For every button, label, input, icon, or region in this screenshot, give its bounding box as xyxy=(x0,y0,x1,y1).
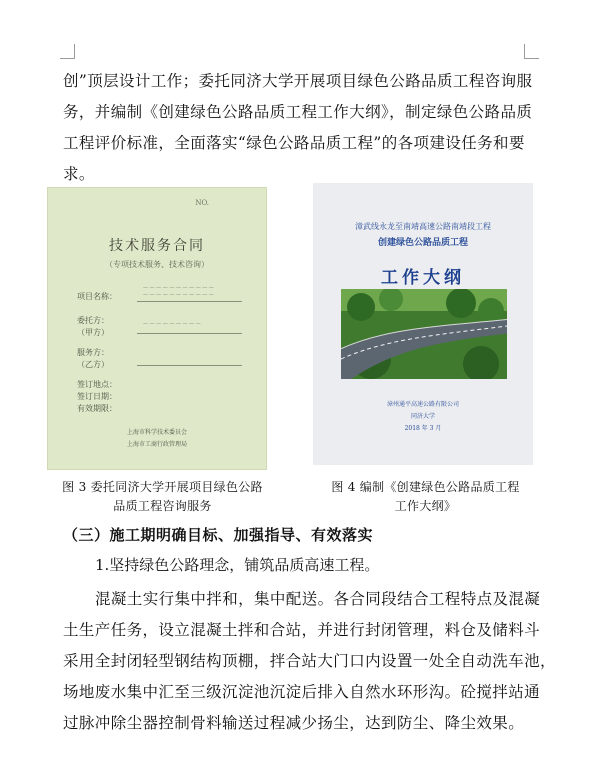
contract-row-valid: 有效期限： xyxy=(77,404,117,413)
contract-subtitle: （专项技术服务、技术咨询） xyxy=(105,260,209,269)
contract-issuer-1: 上海市科学技术委员会 xyxy=(126,429,187,436)
margin-corner-top-right xyxy=(524,44,539,59)
contract-row-place: 签订地点： xyxy=(77,380,117,389)
contract-row-client-role: （甲方） xyxy=(77,328,109,337)
contract-code: NO. xyxy=(195,199,209,207)
outline-project-name: 漳武线永龙至南靖高速公路南靖段工程 xyxy=(355,222,491,231)
contract-row-client: 委托方： xyxy=(77,316,109,325)
paragraph-line: 过脉冲除尘器控制骨料输送过程减少扬尘，达到防尘、降尘效果。 xyxy=(63,714,525,732)
paragraph-line: 土生产任务，设立混凝土拌和合站，并进行封闭管理，料仓及储料斗 xyxy=(63,621,541,639)
contract-project-scribble: — — — — — — — — — — — — — — — — — — — — — — xyxy=(143,285,214,298)
contract-row-date: 签订日期： xyxy=(77,392,117,401)
paragraph-line: 务，并编制《创建绿色公路品质工程工作大纲》，制定绿色公路品质 xyxy=(63,103,533,121)
paragraph-line: 求。 xyxy=(63,165,95,183)
contract-title: 技术服务合同 xyxy=(109,238,205,254)
paragraph-line: 场地废水集中汇至三级沉淀池沉淀后排入自然水环形沟。砼搅拌站通 xyxy=(63,683,541,701)
paragraph-line: 创”顶层设计工作；委托同济大学开展项目绿色公路品质工程咨询服 xyxy=(63,72,533,90)
paragraph-line: 采用全封闭轻型钢结构顶棚，拌合站大门口内设置一处全自动洗车池， xyxy=(63,652,556,670)
paragraph-2 xyxy=(63,584,556,739)
section-heading: （三）施工期明确目标、加强指导、有效落实 xyxy=(63,526,374,544)
outline-cover-photo xyxy=(313,183,533,465)
contract-client-scribble: — — — — — — — — — xyxy=(143,321,201,327)
caption-line: 图 3 委托同济大学开展项目绿色公路 xyxy=(62,480,263,494)
paragraph-line: 工程评价标准，全面落实“绿色公路品质工程”的各项建设任务和要 xyxy=(63,134,525,152)
caption-line: 工作大纲》 xyxy=(394,499,457,513)
outline-subtitle: 创建绿色公路品质工程 xyxy=(377,238,468,248)
underline xyxy=(137,365,242,366)
contract-row-project: 项目名称： xyxy=(77,292,117,301)
list-item-1: 1.坚持绿色公路理念，铺筑品质高速工程。 xyxy=(95,556,380,574)
figure-3-caption xyxy=(40,478,285,516)
contract-row-contractor-role: （乙方） xyxy=(77,360,109,369)
highway-photo xyxy=(341,289,507,379)
underline xyxy=(137,301,242,302)
margin-corner-top-left xyxy=(60,44,75,59)
contract-cover-photo xyxy=(47,187,267,470)
caption-line: 品质工程咨询服务 xyxy=(113,499,212,513)
figure-4-caption xyxy=(303,478,548,516)
contract-issuer-2: 上海市工商行政管理局 xyxy=(126,441,187,448)
paragraph-1 xyxy=(63,66,543,190)
outline-org-1: 漳州通平高速公路有限公司 xyxy=(386,401,459,408)
outline-org-2: 同济大学 xyxy=(410,413,435,420)
caption-line: 图 4 编制《创建绿色公路品质工程 xyxy=(331,480,520,494)
contract-row-contractor: 服务方： xyxy=(77,348,109,357)
outline-date: 2018 年 3 月 xyxy=(404,425,442,432)
outline-title: 工作大纲 xyxy=(381,268,465,288)
underline xyxy=(137,333,242,334)
paragraph-line: 混凝土实行集中拌和，集中配送。各合同段结合工程特点及混凝 xyxy=(95,590,541,608)
